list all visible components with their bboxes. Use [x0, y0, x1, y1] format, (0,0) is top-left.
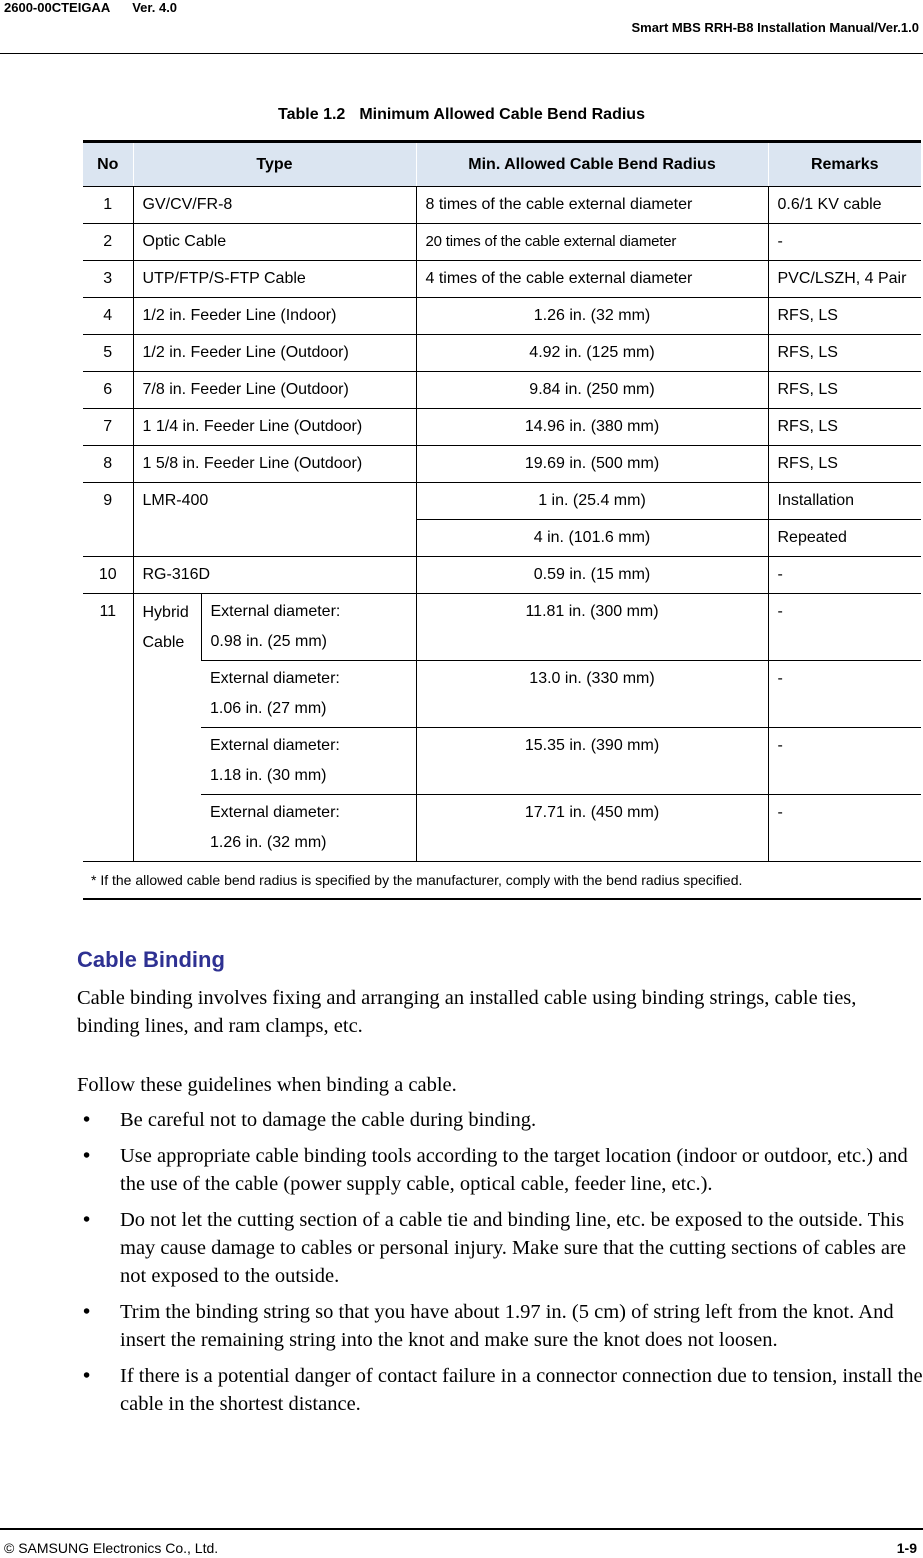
table-row — [83, 795, 921, 862]
list-item-text: Do not let the cutting section of a cable tie and binding line, etc. be exposed to the outside. This may cause damage to cables or personal injury. Make sure that the cutting sections of cables are not exposed to the outside. — [120, 1209, 906, 1287]
list-item — [77, 1106, 923, 1134]
page-number: 1-9 — [896, 1540, 917, 1556]
caption-label: Table 1.2 — [278, 106, 346, 123]
cell-remarks: Installation — [768, 483, 921, 520]
manual-title: Smart MBS RRH-B8 Installation Manual/Ver.1.0 — [631, 20, 919, 35]
cell-radius: 8 times of the cable external diameter — [416, 187, 768, 224]
cell-subtype — [201, 728, 416, 795]
cell-type: UTP/FTP/S-FTP Cable — [133, 261, 416, 298]
subtype-label: External diameter: — [210, 670, 340, 687]
cell-radius: 15.35 in. (390 mm) — [416, 728, 768, 795]
caption-title: Minimum Allowed Cable Bend Radius — [359, 106, 645, 123]
list-item — [77, 1206, 923, 1290]
table-row — [83, 187, 921, 224]
cell-remarks: - — [768, 795, 921, 862]
doc-version: Ver. 4.0 — [132, 0, 178, 15]
subtype-value: 0.98 in. (25 mm) — [210, 633, 327, 650]
cell-remarks: RFS, LS — [768, 372, 921, 409]
cell-type: GV/CV/FR-8 — [133, 187, 416, 224]
hybrid-line1: Hybrid — [142, 604, 189, 621]
bullet: • — [83, 1365, 91, 1387]
hybrid-line2: Cable — [142, 634, 185, 651]
cell-no: 8 — [83, 446, 133, 483]
cell-no: 5 — [83, 335, 133, 372]
cell-type: 7/8 in. Feeder Line (Outdoor) — [133, 372, 416, 409]
section-heading: Cable Binding — [77, 947, 225, 972]
cell-no: 2 — [83, 224, 133, 261]
cell-radius: 17.71 in. (450 mm) — [416, 795, 768, 862]
cell-radius: 4 in. (101.6 mm) — [416, 520, 768, 557]
table-note: * If the allowed cable bend radius is specified by the manufacturer, comply with the bend radius specified. — [83, 862, 921, 900]
table-row — [83, 372, 921, 409]
cell-no: 4 — [83, 298, 133, 335]
list-item-text: Be careful not to damage the cable during binding. — [120, 1109, 537, 1131]
section-intro: Cable binding involves fixing and arranging an installed cable using binding strings, cable ties, binding lines, and ram clamps, etc. — [77, 987, 857, 1037]
cell-type: 1/2 in. Feeder Line (Outdoor) — [133, 335, 416, 372]
cell-radius: 4 times of the cable external diameter — [416, 261, 768, 298]
cell-remarks: 0.6/1 KV cable — [768, 187, 921, 224]
footer-divider — [0, 1528, 923, 1530]
list-item-text: Use appropriate cable binding tools according to the target location (indoor or outdoor, etc.) and the use of the cable (power supply cable, optical cable, feeder line, etc.). — [120, 1145, 908, 1195]
cell-remarks: RFS, LS — [768, 335, 921, 372]
cell-remarks: RFS, LS — [768, 409, 921, 446]
cell-type: Optic Cable — [133, 224, 416, 261]
document-code — [4, 0, 177, 15]
column-header-no: No — [83, 142, 133, 187]
cell-remarks: - — [768, 661, 921, 728]
cell-no: 10 — [83, 557, 133, 594]
table-row — [83, 224, 921, 261]
cell-radius: 20 times of the cable external diameter — [416, 224, 768, 261]
list-item-text: If there is a potential danger of contact failure in a connector connection due to tension, install the cable in the shortest distance. — [120, 1365, 923, 1415]
doc-code: 2600-00CTEIGAA — [4, 0, 111, 15]
header-divider — [0, 53, 923, 54]
cell-remarks: - — [768, 224, 921, 261]
cell-remarks: RFS, LS — [768, 298, 921, 335]
cell-no: 7 — [83, 409, 133, 446]
cell-remarks: - — [768, 728, 921, 795]
cell-subtype — [201, 661, 416, 728]
bullet: • — [83, 1109, 91, 1131]
cell-remarks: PVC/LSZH, 4 Pair — [768, 261, 921, 298]
cell-remarks: Repeated — [768, 520, 921, 557]
table-row — [83, 557, 921, 594]
table-row — [83, 298, 921, 335]
cell-remarks: RFS, LS — [768, 446, 921, 483]
cell-subtype — [201, 594, 416, 661]
bullet: • — [83, 1301, 91, 1323]
subtype-label: External diameter: — [210, 603, 341, 620]
table-note-row — [83, 862, 921, 900]
list-item — [77, 1362, 923, 1418]
table-row — [83, 661, 921, 728]
subtype-label: External diameter: — [210, 804, 340, 821]
column-header-type: Type — [133, 142, 416, 187]
subtype-value: 1.18 in. (30 mm) — [210, 767, 327, 784]
list-item-text: Trim the binding string so that you have about 1.97 in. (5 cm) of string left from the knot. And insert the remaining string into the knot and make sure the knot does not loosen. — [120, 1301, 894, 1351]
cell-type: 1/2 in. Feeder Line (Indoor) — [133, 298, 416, 335]
table-row — [83, 261, 921, 298]
cell-no: 1 — [83, 187, 133, 224]
bend-radius-table — [83, 140, 921, 900]
guideline-list — [77, 1106, 923, 1426]
list-item — [77, 1298, 923, 1354]
table-row — [83, 335, 921, 372]
cell-type: LMR-400 — [133, 483, 416, 557]
cell-remarks: - — [768, 557, 921, 594]
section-lead: Follow these guidelines when binding a cable. — [77, 1074, 457, 1096]
cell-type — [133, 594, 201, 862]
cell-subtype — [201, 795, 416, 862]
cell-remarks: - — [768, 594, 921, 661]
cell-no: 3 — [83, 261, 133, 298]
cell-no: 9 — [83, 483, 133, 557]
cell-type: 1 1/4 in. Feeder Line (Outdoor) — [133, 409, 416, 446]
column-header-remarks: Remarks — [768, 142, 921, 187]
table-row — [83, 446, 921, 483]
table-row — [83, 483, 921, 520]
table-header-row — [83, 142, 921, 187]
cell-no: 6 — [83, 372, 133, 409]
bullet: • — [83, 1209, 91, 1231]
subtype-value: 1.06 in. (27 mm) — [210, 700, 327, 717]
footer-copyright: © SAMSUNG Electronics Co., Ltd. — [4, 1540, 219, 1556]
cell-radius: 9.84 in. (250 mm) — [416, 372, 768, 409]
cell-radius: 19.69 in. (500 mm) — [416, 446, 768, 483]
cell-radius: 11.81 in. (300 mm) — [416, 594, 768, 661]
cell-no: 11 — [83, 594, 133, 862]
subtype-label: External diameter: — [210, 737, 340, 754]
cell-radius: 4.92 in. (125 mm) — [416, 335, 768, 372]
table-row — [83, 594, 921, 661]
cell-radius: 13.0 in. (330 mm) — [416, 661, 768, 728]
cell-radius: 14.96 in. (380 mm) — [416, 409, 768, 446]
cell-radius: 1.26 in. (32 mm) — [416, 298, 768, 335]
table-caption — [0, 106, 923, 124]
table-row — [83, 409, 921, 446]
cell-type: RG-316D — [133, 557, 416, 594]
cell-radius: 0.59 in. (15 mm) — [416, 557, 768, 594]
table-row — [83, 728, 921, 795]
list-item — [77, 1142, 923, 1198]
subtype-value: 1.26 in. (32 mm) — [210, 834, 327, 851]
cell-type: 1 5/8 in. Feeder Line (Outdoor) — [133, 446, 416, 483]
cell-radius: 1 in. (25.4 mm) — [416, 483, 768, 520]
bullet: • — [83, 1145, 91, 1167]
column-header-radius: Min. Allowed Cable Bend Radius — [416, 142, 768, 187]
